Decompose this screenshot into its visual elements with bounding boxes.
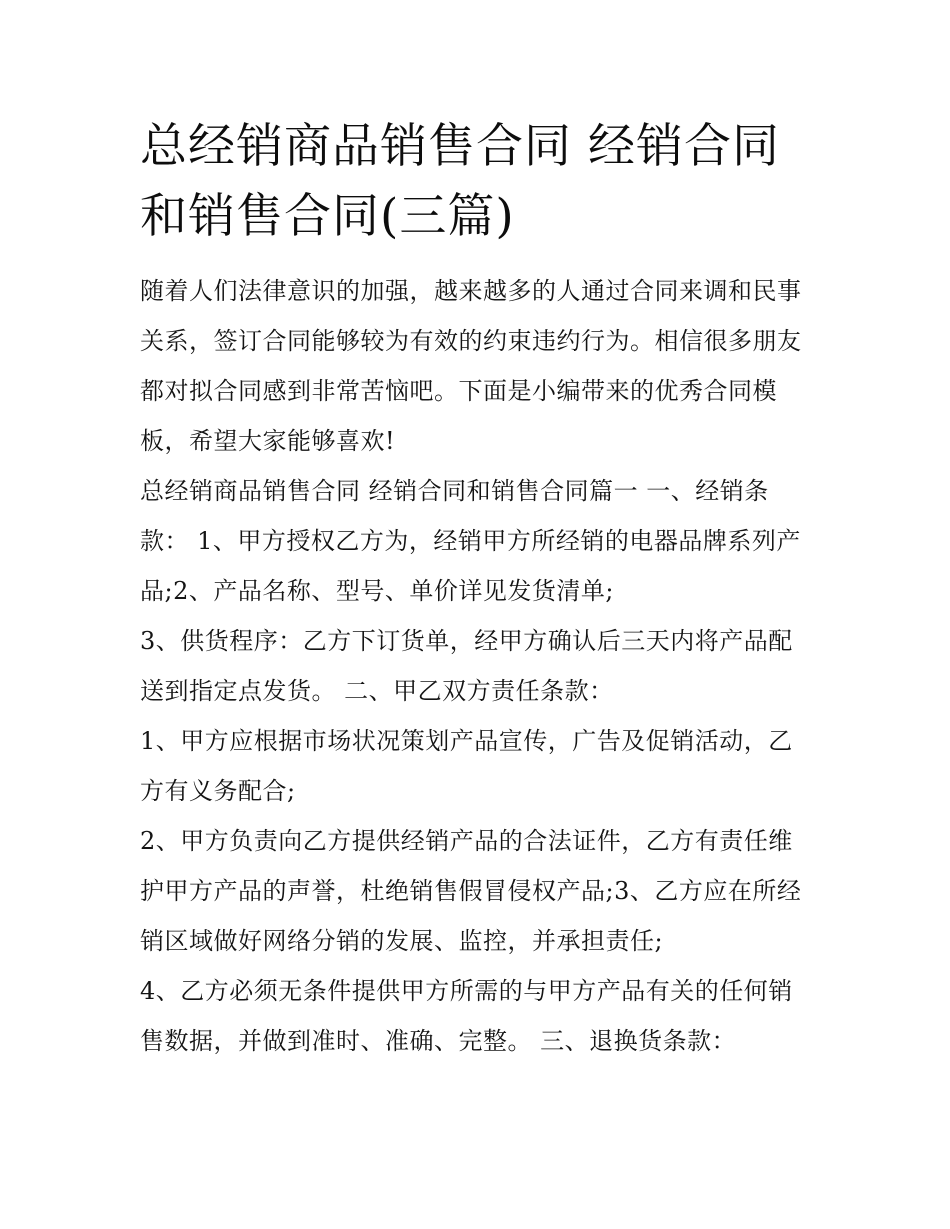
paragraph-responsibility-2: 2、甲方负责向乙方提供经销产品的合法证件，乙方有责任维护甲方产品的声誉，杜绝销售假冒侵权产品;3、乙方应在所经销区域做好网络分销的发展、监控，并承担责任;	[140, 827, 802, 955]
document-title: 总经销商品销售合同 经销合同和销售合同(三篇)	[140, 119, 780, 244]
paragraph-clause-1: 总经销商品销售合同 经销合同和销售合同篇一 一、经销条款： 1、甲方授权乙方为，经销甲方所经销的电器品牌系列产品;2、产品名称、型号、单价详见发货清单;	[140, 477, 801, 605]
paragraph-responsibility-1: 1、甲方应根据市场状况策划产品宣传，广告及促销活动，乙方有义务配合;	[140, 727, 793, 805]
paragraph-intro: 随着人们法律意识的加强，越来越多的人通过合同来调和民事关系，签订合同能够较为有效的约束违约行为。相信很多朋友都对拟合同感到非常苦恼吧。下面是小编带来的优秀合同模板，希望大家能够喜欢!	[140, 277, 802, 455]
document-body	[140, 112, 812, 1066]
paragraph-clause-3: 3、供货程序：乙方下订货单，经甲方确认后三天内将产品配送到指定点发货。 二、甲乙双方责任条款：	[140, 627, 793, 705]
paragraph-responsibility-4: 4、乙方必须无条件提供甲方所需的与甲方产品有关的任何销售数据，并做到准时、准确、完整。 三、退换货条款：	[140, 977, 793, 1055]
